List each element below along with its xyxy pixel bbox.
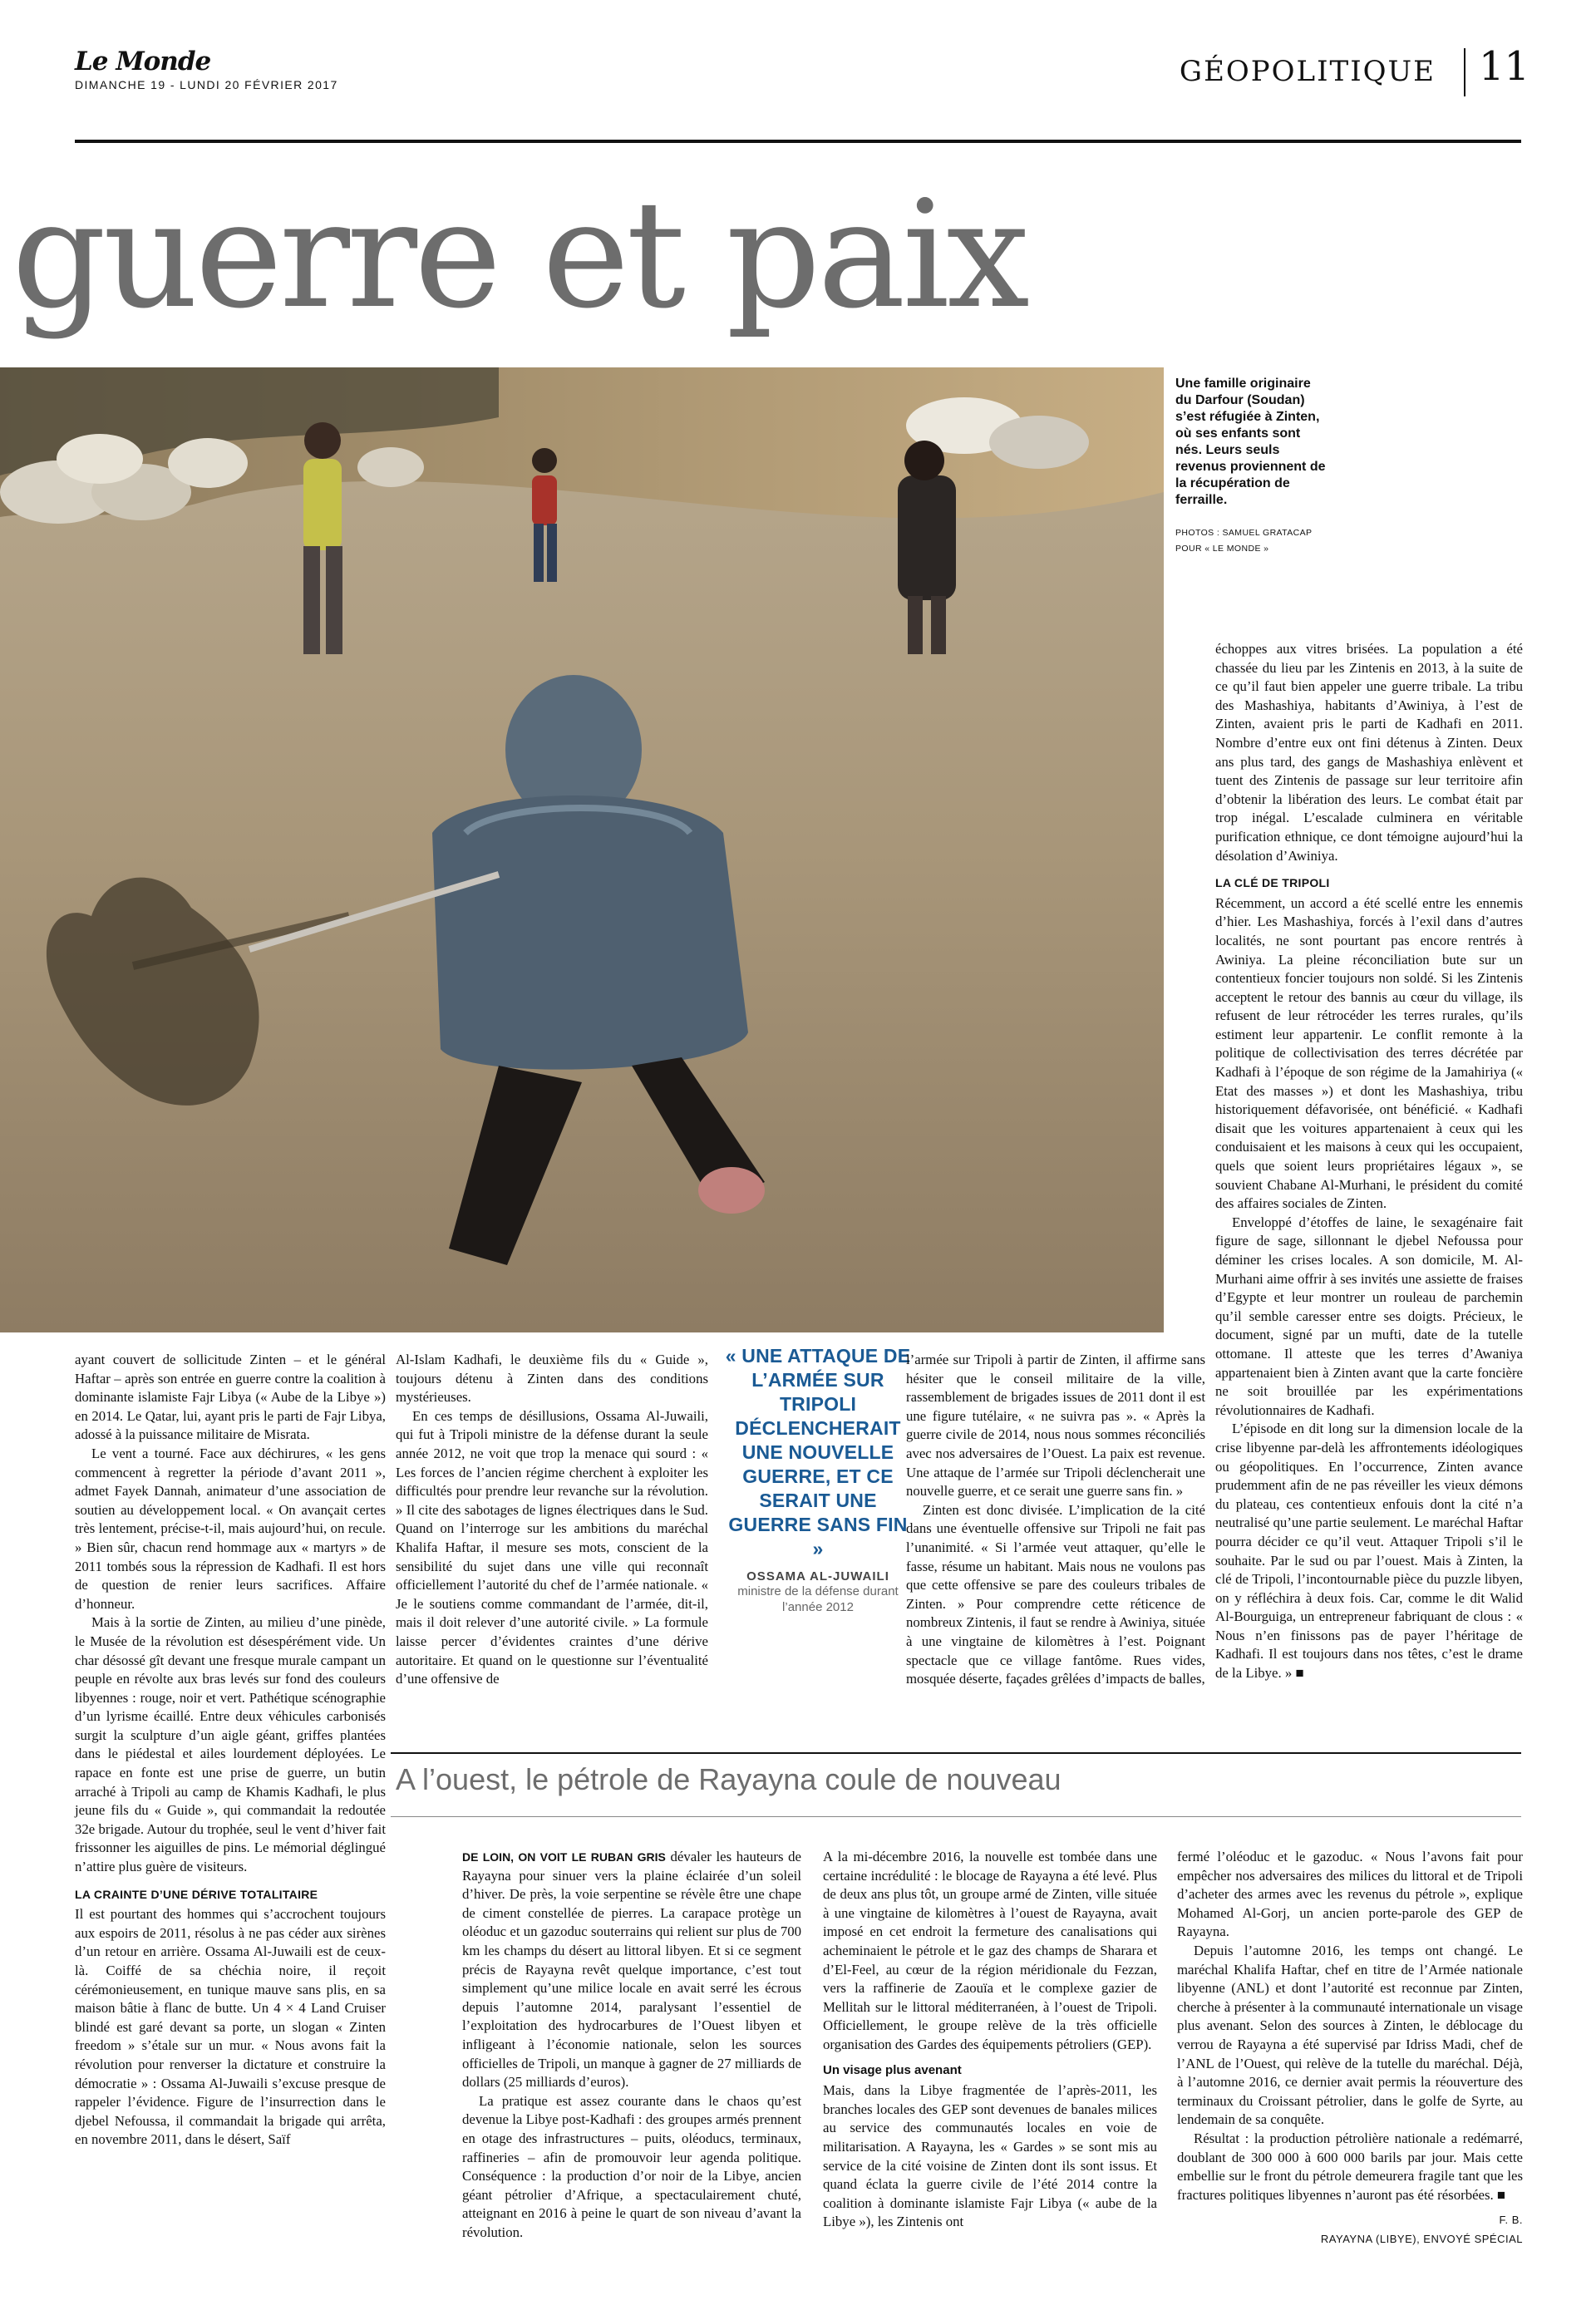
article-column-2	[396, 1351, 708, 1689]
paragraph: Al-Islam Kadhafi, le deuxième fils du « Guide », toujours détenu à Zinten dans des conditions mystérieuses.	[396, 1352, 708, 1406]
main-photo	[0, 367, 1164, 1332]
paragraph: En ces temps de désillusions, Ossama Al-Juwaili, qui fut à Tripoli ministre de la défense durant la seule année 2012, ne voit que trop la menace qui sourd : « Les forces de l’ancien régime cherchent à exploiter les difficultés pour prendre leur revanche sur la révolution. » Il cite des sabotages de lignes électriques dans le Sud. Quand on l’interroge sur les ambitions du maréchal Khalifa Haftar, il mesure ses mots, conscient de la sensibilité du sujet dans une ville qui reconnaît officiellement l’autorité du chef de l’armée nationale. « Je le soutiens comme commandant de l’armée, dit-il, mais il doit relever d’une autorité civile. » La formule laisse percer d’évidentes craintes d’une dérive autoritaire. Et quand on le questionne sur l’éventualité d’une offensive de	[396, 1407, 708, 1687]
sidebar-column-3	[1177, 1848, 1523, 2248]
paragraph: A la mi-décembre 2016, la nouvelle est tombée dans une certaine incrédulité : le blocage de Rayayna a été levé. Plus de deux ans plus tôt, un groupe armé de Zinten, ville située à une vingtaine de kilomètres à l’ouest de Rayayna, avait imposé en cet endroit la fermeture des canalisations qui acheminaient le pétrole et le gaz des champs de Sharara et d’El-Feel, au cœur de la région méridionale du Fezzan, vers la raffinerie de Zaouïa et le complexe gazier de Mellitah sur le littoral méditerranéen, à l’ouest de Tripoli. Officiellement, le groupe relève de la très officielle organisation des Gardes des équipements pétroliers (GEP).	[823, 1849, 1157, 2052]
photo-credit	[1175, 525, 1333, 557]
paragraph: échoppes aux vitres brisées. La population a été chassée du lieu par les Zintenis en 2013, à la suite de ce qu’il faut bien appeler une guerre tribale. La tribu des Mashashiya, habitants d’Awiniya, à l’est de Zinten, avaient pris le parti de Kadhafi en 2011. Nombre d’entre eux ont fini détenus à Zinten. Deux ans plus tard, des gangs de Mashashiya enlèvent et tuent des Zintenis de passage sur leur territoire afin d’obtenir la libération des leurs. Le combat était par trop inégal. L’escalade culminera en véritable purification ethnique, ce dont témoigne aujourd’hui la désolation d’Awiniya.	[1215, 641, 1523, 864]
masthead-logo: Le Monde	[75, 47, 211, 76]
paragraph: Mais, dans la Libye fragmentée de l’après-2011, les branches locales des GEP sont devenues de banales milices au service des communautés locales en voie de militarisation. A Rayayna, les « Gardes » se sont mis au service de la cité voisine de Zinten dont ils sont issus. Et quand éclata la guerre civile de l’été 2014 contre la coalition à dominante islamiste Fajr Libya (« aube de la Libye »), les Zintenis ont	[823, 2082, 1157, 2230]
children-playing-photo	[0, 367, 1164, 1332]
author-signature: RAYAYNA (LIBYE), ENVOYÉ SPÉCIAL	[1320, 2232, 1523, 2245]
paragraph: L’épisode en dit long sur la dimension locale de la crise libyenne par-delà les affrontements idéologiques ou géopolitiques. En l’occurrence, Zinten avance prudemment afin de ne pas réveiller les vieux démons du plateau, ces contentieux enfouis dont la cité n’a neutralisé qu’une partie seulement. Le maréchal Haftar pourra décider ce qu’il veut. Attaquer Tripoli s’il le souhaite. Par le sud ou par l’ouest. Mais à Zinten, la clé de Tripoli, l’incontournable pièce du puzzle libyen, on y réfléchira à deux fois. Car, comme le dit Walid Al-Bourguiga, un entrepreneur fabriquant de clous : « Nous n’en finissons pas de payer l’héritage de Kadhafi. Il est toujours dans nos têtes, c’est le drame de la Libye. » ■	[1215, 1421, 1523, 1682]
paragraph: Zinten est donc divisée. L’implication de la cité dans une éventuelle offensive sur Tripoli ne fait pas l’unanimité. « Si l’armée veut attaquer, qu’elle le fasse, résume un habitant. Mais nous ne voulons pas que cette offensive se pare des couleurs tribales de Zinten. » Pour comprendre cette réticence de nombreux Zintenis, il faut se rendre à Awiniya, située à une vingtaine de kilomètres à l’est. Poignant spectacle que ce village fantôme. Rues vides, mosquée déserte, façades grêlées d’impacts de balles,	[906, 1501, 1205, 1687]
paragraph: Récemment, un accord a été scellé entre les ennemis d’hier. Les Mashashiya, forcés à l’exil dans d’autres localités, ne sont pourtant pas encore rentrés à Awiniya. La pleine réconciliation bute sur un contentieux foncier toujours non soldé. Si les Zintenis acceptent le retour des bannis au cœur du village, ils refusent de leur rétrocéder les terres rurales, qu’ils estiment leur appartenir. Le conflit remonte à la politique de collectivisation des terres décrétée par Kadhafi à l’époque de son régime de la Jamahiriya (« Etat des masses ») et dont les Mashashiya, tribu historiquement défavorisée, ont bénéficié. « Kadhafi disait que les voitures appartenaient à ceux qui les conduisaient et les maisons à ceux qui les occupaient, quels que soient leurs propriétaires légaux », se souvient Chabane Al-Murhani, le président du comité des affaires sociales de Zinten.	[1215, 894, 1523, 1212]
author-initials: F. B.	[1499, 2214, 1523, 2227]
paragraph: Enveloppé d’étoffes de laine, le sexagénaire fait figure de sage, sillonnant le djebel Nefoussa pour déminer les crises locales. A son domicile, M. Al-Murhani aime offrir à ses invités une assiette de fraises d’Egypte et leur montrer un rouleau de parchemin qu’il semble caresser entre ses doigts. Précieux, le document, signé par un mufti, date de la tutelle ottomane. Il atteste que les terres d’Awaniya appartenaient bien à Zinten avant que la carte foncière ne soit brouillée par les expérimentations révolutionnaires de Kadhafi.	[1215, 1214, 1523, 1418]
header-divider	[1464, 48, 1465, 96]
pull-quote-author: OSSAMA AL-JUWAILI	[746, 1569, 889, 1584]
pull-quote-role: ministre de la défense durant l’année 2012	[737, 1584, 899, 1614]
section-label: GÉOPOLITIQUE	[1179, 55, 1436, 88]
article-column-4	[1215, 640, 1523, 1683]
subheading-visage: Un visage plus avenant	[823, 2062, 962, 2077]
paragraph: Il est pourtant des hommes qui s’accrochent toujours aux espoirs de 2011, résolus à ne pas céder aux sirènes d’un retour en arrière. Ossama Al-Juwaili est de ceux-là. Coiffé de sa chéchia noire, il reçoit cérémonieusement, en tunique mauve sans plis, en sa maison bâtie à flanc de butte. Un 4 × 4 Land Cruiser blindé est garé devant sa porte, un slogan « Zinten freedom » s’étale sur un mur. « Nous avons fait la révolution pour renverser la dictature et construire la démocratie » : Ossama Al-Juwaili s’excuse presque de rappeler l’évidence. Figure de l’insurrection dans le djebel Nefoussa, il commandait la brigade qui arrêta, en novembre 2011, dans le désert, Saïf	[75, 1906, 386, 2148]
photo-credit-line-1: PHOTOS : SAMUEL GRATACAP	[1175, 528, 1313, 538]
sidebar-column-2	[823, 1848, 1157, 2232]
lead-in: DE LOIN, ON VOIT LE RUBAN GRIS	[462, 1850, 666, 1864]
pull-quote	[723, 1344, 913, 1615]
paragraph: l’armée sur Tripoli à partir de Zinten, il affirme sans hésiter que le conseil militaire de la ville, rassemblement de brigades issues de 2011 dont il est une figure tutélaire, « ne suivra pas ». « Après la guerre civile de 2014, nous nous sommes réconciliés avec nos adversaires de l’Ouest. La paix est revenue. Une attaque de l’armée sur Tripoli déclencherait une nouvelle guerre, et ce serait une guerre sans fin. »	[906, 1352, 1205, 1500]
paragraph: fermé l’oléoduc et le gazoduc. « Nous l’avons fait pour empêcher nos adversaires des milices du littoral et de Tripoli d’acheter des armes avec les revenus du pétrole », explique Mohamed Al-Gorj, un ancien porte-parole des GEP de Rayayna.	[1177, 1849, 1523, 1940]
sidebar-top-rule	[391, 1752, 1521, 1754]
header-rule	[75, 140, 1521, 143]
paragraph: Résultat : la production pétrolière nationale a redémarré, doublant de 300 000 à 600 000 barils par jour. Mais cette embellie sur le front du pétrole demeurera fragile tant que les fractures politiques libyennes n’auront pas été résorbées. ■	[1177, 2130, 1523, 2203]
paragraph	[462, 1848, 801, 2092]
paragraph: La pratique est assez courante dans le chaos qu’est devenue la Libye post-Kadhafi : des groupes armés prennent en otage des infrastructures – puits, oléoducs, terminaux, raffineries – afin de promouvoir leur agenda politique. Conséquence : la production d’or noir de la Libye, ancien géant pétrolier d’Afrique, a spectaculairement chuté, atteignant en 2016 à peine le quart de son niveau d’avant la révolution.	[462, 2092, 801, 2240]
photo-credit-line-2: POUR « LE MONDE »	[1175, 544, 1269, 554]
sidebar-headline: A l’ouest, le pétrole de Rayayna coule de nouveau	[396, 1762, 1062, 1796]
subheading-crainte: LA CRAINTE D’UNE DÉRIVE TOTALITAIRE	[75, 1887, 318, 1901]
sidebar-column-1	[462, 1848, 801, 2242]
paragraph: Le vent a tourné. Face aux déchirures, « les gens commencent à regretter la période d’avant 2011 », admet Fayek Dannah, animateur d’une association de soutien au développement local. « On avançait certes très lentement, précise-t-il, mais aujourd’hui, on recule. » Bien sûr, chacun rend hommage aux « martyrs » de 2011 tombés sous la répression de Kadhafi. Il est hors de question de renier leurs sacrifices. Affaire d’honneur.	[75, 1445, 386, 1612]
page-number: 11	[1479, 43, 1530, 90]
lead-in-text: dévaler les hauteurs de Rayayna pour sinuer vers la plaine éclairée d’un soleil d’hiver. De près, la voie serpentine se révèle être une chape de ciment constellée de pierres. La carapace protège un oléoduc et un gazoduc souterrains qui relient sur plus de 700 km les champs du désert au littoral libyen. Et si ce segment précis de Rayayna revêt quelque importance, c’est tout simplement qu’une milice locale en avait serré les écrous depuis l’automne 2014, paralysant l’essentiel de l’exploitation des hydrocarbures de l’Ouest libyen et infligeant à l’économie nationale, selon les sources officielles de Tripoli, un manque à gagner de 27 milliards de dollars (25 milliards d’euros).	[462, 1849, 801, 2091]
subheading-cle: LA CLÉ DE TRIPOLI	[1215, 876, 1330, 890]
issue-date: DIMANCHE 19 - LUNDI 20 FÉVRIER 2017	[75, 78, 338, 91]
pull-quote-text: « UNE ATTAQUE DE L’ARMÉE SUR TRIPOLI DÉCLENCHERAIT UNE NOUVELLE GUERRE, ET CE SERAIT UNE GUERRE SANS FIN »	[725, 1345, 911, 1559]
sidebar-rule	[391, 1816, 1521, 1817]
headline: guerre et paix	[12, 169, 1027, 341]
paragraph: Mais à la sortie de Zinten, au milieu d’une pinède, le Musée de la révolution est désespérément vide. Un char désossé gît devant une fresque murale campant un peuple en révolte aux bras levés sur fond des couleurs libyennes : rouge, noir et vert. Pathétique scénographie d’un lyrisme écaillé. Entre deux véhicules carbonisés surgit la sculpture d’un aigle géant, griffes plantées dans le piédestal et ailes lourdement déployées. Le rapace en fonte est une prise de guerre, un butin arraché à Tripoli au camp de Khamis Kadhafi, le plus jeune fils du « Guide », qui commandait la redoutée 32e brigade. Autour du trophée, seul le vent d’hiver fait frissonner les aiguilles de pins. Le mémorial déglingué n’attire plus guère de visiteurs.	[75, 1614, 386, 1875]
article-column-1	[75, 1351, 386, 2150]
paragraph: ayant couvert de sollicitude Zinten – et le général Haftar – après son entrée en guerre contre la coalition à dominante islamiste Fajr Libya (« Aube de la Libye ») en 2014. Le Qatar, lui, ayant pris le parti de Fajr Libya, adossé à la puissance militaire de Misrata.	[75, 1352, 386, 1443]
article-column-3	[906, 1351, 1205, 1689]
paragraph: Depuis l’automne 2016, les temps ont changé. Le maréchal Khalifa Haftar, chef en titre de l’Armée nationale libyenne (ANL) et dont l’autorité est reconnue par Zinten, cherche à présenter à la communauté internationale un visage plus avenant. Selon des sources à Zinten, le déblocage du verrou de Rayayna a été supervisé par Idriss Madi, chef de l’ANL de l’Ouest, qui relève de la tutelle du maréchal. Déjà, à l’automne 2016, ce dernier avait permis la réouverture des terminaux du Croissant pétrolier, dans le golfe de Syrte, au lendemain de sa conquête.	[1177, 1942, 1523, 2128]
photo-caption: Une famille originaire du Darfour (Soudan) s’est réfugiée à Zinten, où ses enfants sont nés. Leurs seuls revenus proviennent de la récupération de ferraille.	[1175, 377, 1326, 507]
